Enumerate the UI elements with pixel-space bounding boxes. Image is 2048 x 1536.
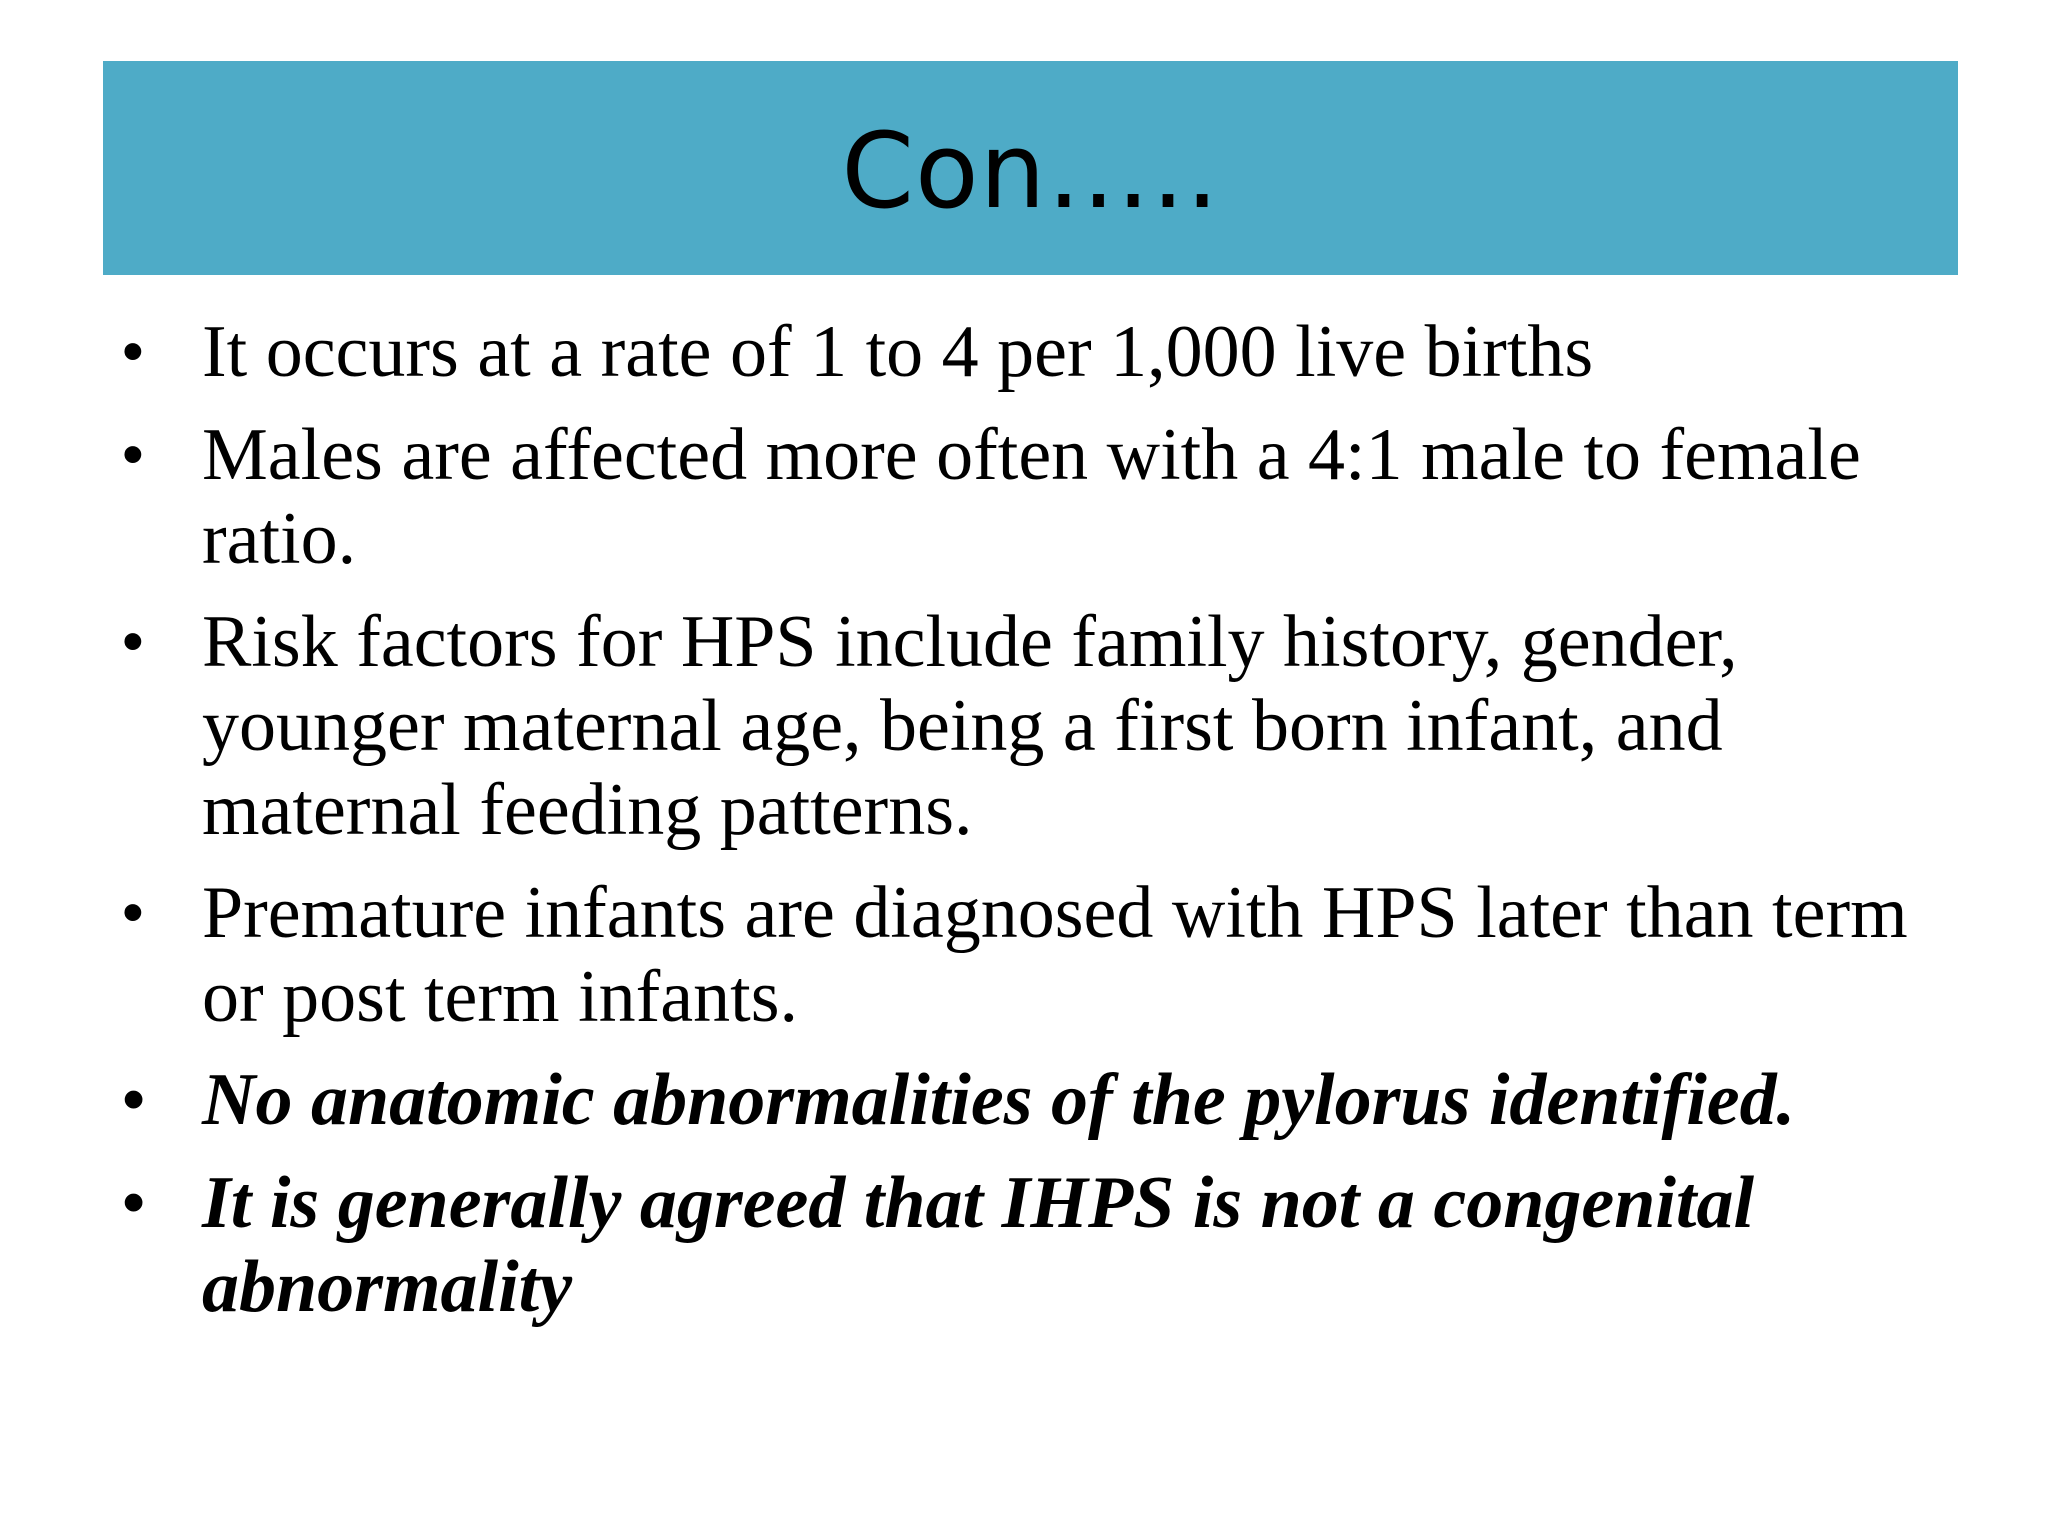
bullet-item	[112, 413, 1972, 581]
bullet-item	[112, 310, 1972, 394]
bullet-text: Risk factors for HPS include family history, gender, younger maternal age, being a first born infant, and maternal feeding patterns.	[202, 601, 1738, 851]
bullet-item-emphasized	[112, 1058, 1972, 1142]
bullet-text: Males are affected more often with a 4:1 male to female ratio.	[202, 414, 1861, 580]
bullet-marker: •	[122, 317, 144, 386]
bullet-marker: •	[122, 1065, 144, 1134]
bullet-text: No anatomic abnormalities of the pylorus identified.	[202, 1059, 1796, 1141]
title-bar	[103, 61, 1958, 275]
bullet-item	[112, 600, 1972, 852]
bullet-item-emphasized	[112, 1161, 1972, 1329]
bullet-item	[112, 871, 1972, 1039]
bullet-text: It is generally agreed that IHPS is not a congenital abnormality	[202, 1162, 1755, 1328]
bullet-marker: •	[122, 1168, 144, 1237]
bullet-text: It occurs at a rate of 1 to 4 per 1,000 live births	[202, 311, 1594, 393]
bullet-list	[112, 310, 1972, 1348]
slide-title: Con…..	[841, 110, 1220, 232]
bullet-marker: •	[122, 878, 144, 947]
bullet-text: Premature infants are diagnosed with HPS later than term or post term infants.	[202, 872, 1908, 1038]
bullet-marker: •	[122, 420, 144, 489]
bullet-marker: •	[122, 607, 144, 676]
